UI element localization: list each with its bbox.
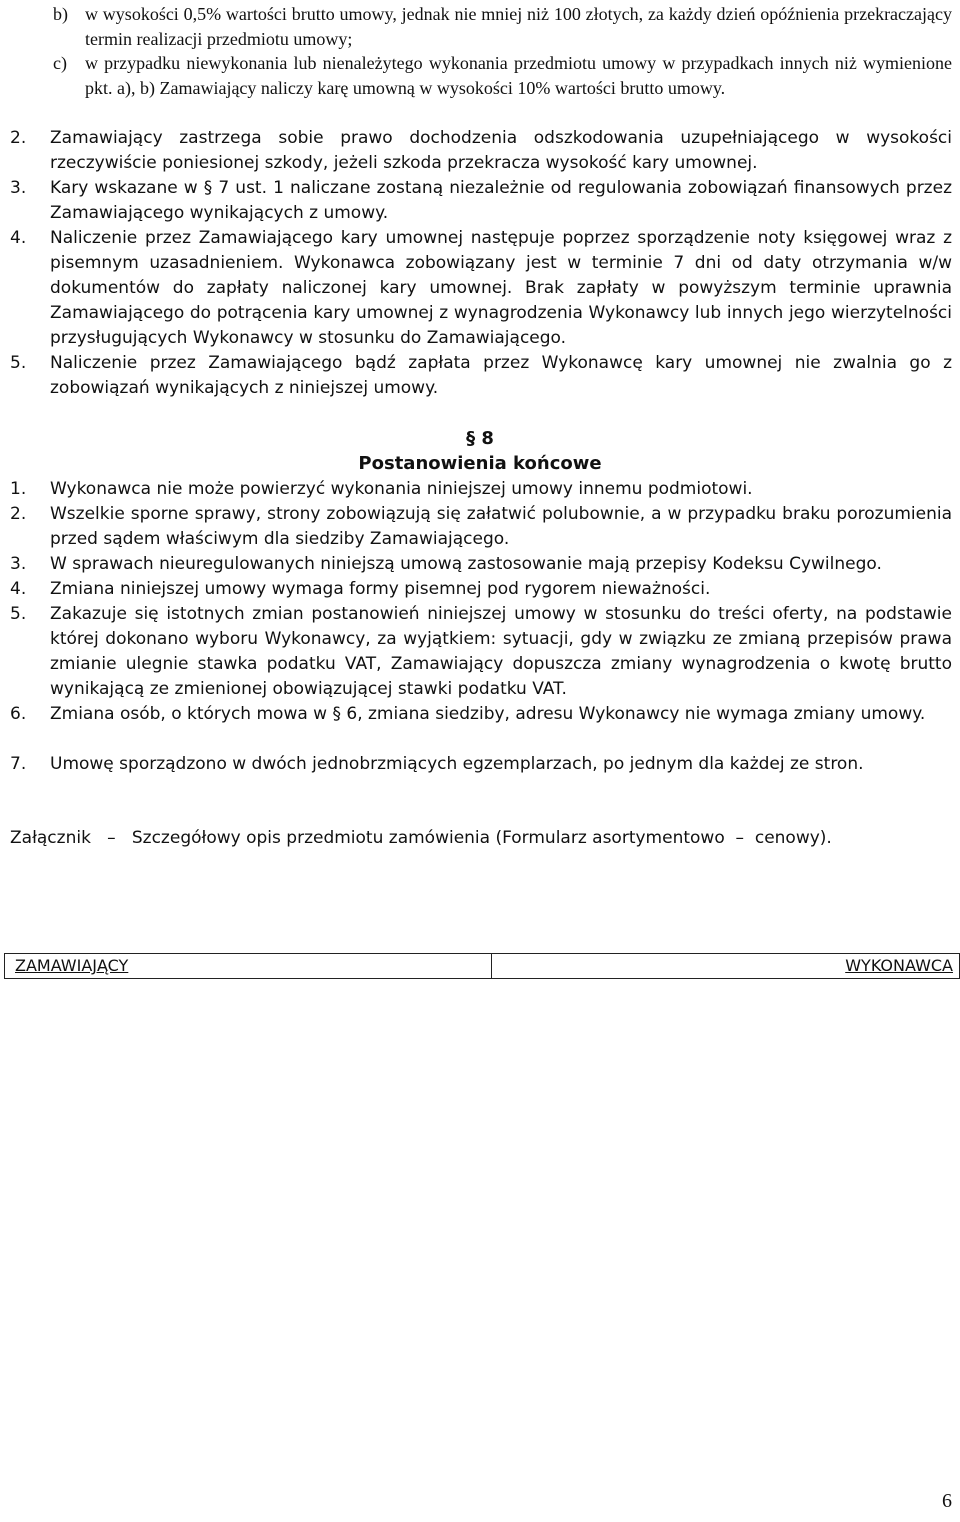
s7-item-5	[10, 351, 952, 401]
s8-item-1-text: Wykonawca nie może powierzyć wykonania niniejszej umowy innemu podmiotowi.	[50, 479, 753, 499]
s8-item-6-num: 6.	[10, 704, 27, 724]
s7-item-3-num: 3.	[10, 178, 27, 198]
s7-item-3	[10, 176, 952, 226]
annex-dash: –	[107, 828, 116, 848]
s8-item-5	[10, 602, 952, 702]
s8-item-4-text: Zmiana niniejszej umowy wymaga formy pisemnej pod rygorem nieważności.	[50, 579, 711, 599]
item-c	[10, 51, 952, 101]
s8-item-1	[10, 477, 952, 502]
item-b	[10, 2, 952, 52]
signature-table	[4, 953, 960, 979]
item-c-label: c)	[53, 53, 67, 73]
signature-client-label: ZAMAWIAJĄCY	[15, 956, 129, 975]
s7-item-5-num: 5.	[10, 353, 27, 373]
s8-item-5-text: Zakazuje się istotnych zmian postanowień niniejszej umowy w stosunku do treści oferty, na podstawie której dokonano wyboru Wykonawcy, za wyjątkiem: sytuacji, gdy w związku ze zmianą przepisów prawa zmianie ulegnie stawka podatku VAT, Zamawiający dopuszcza zmiany wynagrodzenia o kwotę brutto wynikającą ze zmienionej obowiązującej stawki podatku VAT.	[50, 604, 952, 699]
s8-item-4-num: 4.	[10, 579, 27, 599]
s8-item-7	[10, 752, 952, 777]
signature-cell-contractor	[492, 954, 959, 978]
annex-line	[10, 826, 952, 851]
s7-item-5-text: Naliczenie przez Zamawiającego bądź zapłata przez Wykonawcę kary umownej nie zwalnia go z zobowiązań wynikających z niniejszej umowy.	[50, 353, 952, 398]
signature-cell-client	[5, 954, 492, 978]
annex-dash-2: –	[735, 828, 745, 848]
s8-item-5-num: 5.	[10, 604, 27, 624]
section-number: § 8	[466, 428, 494, 449]
s8-item-3-num: 3.	[10, 554, 27, 574]
signature-contractor-label: WYKONAWCA	[845, 956, 953, 975]
s8-item-3	[10, 552, 952, 577]
annex-label: Załącznik	[10, 828, 91, 848]
s8-item-7-text: Umowę sporządzono w dwóch jednobrzmiących egzemplarzach, po jednym dla każdej ze stron.	[50, 754, 864, 774]
page-number: 6	[942, 1490, 952, 1512]
s8-item-2-num: 2.	[10, 504, 27, 524]
item-c-text: w przypadku niewykonania lub nienależytego wykonania przedmiotu umowy w przypadkach innych niż wymienione pkt. a), b) Zamawiający naliczy karę umowną w wysokości 10% wartości brutto umowy.	[85, 53, 952, 98]
s7-item-3-text: Kary wskazane w § 7 ust. 1 naliczane zostaną niezależnie od regulowania zobowiązań finansowych przez Zamawiającego wynikających z umowy.	[50, 178, 952, 223]
s8-item-2	[10, 502, 952, 552]
s7-item-2-num: 2.	[10, 128, 27, 148]
s8-item-6	[10, 702, 952, 727]
s8-item-3-text: W sprawach nieuregulowanych niniejszą umową zastosowanie mają przepisy Kodeksu Cywilnego.	[50, 554, 882, 574]
s7-item-4	[10, 226, 952, 351]
s8-item-1-num: 1.	[10, 479, 27, 499]
s7-item-2	[10, 126, 952, 176]
s8-item-2-text: Wszelkie sporne sprawy, strony zobowiązują się załatwić polubownie, a w przypadku braku porozumienia przed sądem właściwym dla siedziby Zamawiającego.	[50, 504, 952, 549]
s7-item-4-text: Naliczenie przez Zamawiającego kary umownej następuje poprzez sporządzenie noty księgowej wraz z pisemnym uzasadnieniem. Wykonawca zobowiązany jest w terminie 7 dni od daty otrzymania w/w dokumentów do zapłaty naliczonej kary umownej. Brak zapłaty w powyższym terminie uprawnia Zamawiającego do potrącenia kary umownej z wynagrodzenia Wykonawcy lub innych jego wierzytelności przysługujących Wykonawcy w stosunku do Zamawiającego.	[50, 228, 952, 348]
annex-text: Szczegółowy opis przedmiotu zamówienia (Formularz asortymentowo	[131, 828, 725, 848]
item-b-text: w wysokości 0,5% wartości brutto umowy, jednak nie mniej niż 100 złotych, za każdy dzień opóźnienia przekraczający termin realizacji przedmiotu umowy;	[85, 4, 952, 49]
section-title: Postanowienia końcowe	[358, 453, 602, 474]
item-b-label: b)	[53, 4, 68, 24]
s8-item-4	[10, 577, 952, 602]
s7-item-4-num: 4.	[10, 228, 27, 248]
s8-item-7-num: 7.	[10, 754, 27, 774]
s7-item-2-text: Zamawiający zastrzega sobie prawo dochodzenia odszkodowania uzupełniającego w wysokości rzeczywiście poniesionej szkody, jeżeli szkoda przekracza wysokość kary umownej.	[50, 128, 952, 173]
annex-text-2: cenowy).	[754, 828, 832, 848]
s8-item-6-text: Zmiana osób, o których mowa w § 6, zmiana siedziby, adresu Wykonawcy nie wymaga zmiany umowy.	[50, 704, 926, 724]
